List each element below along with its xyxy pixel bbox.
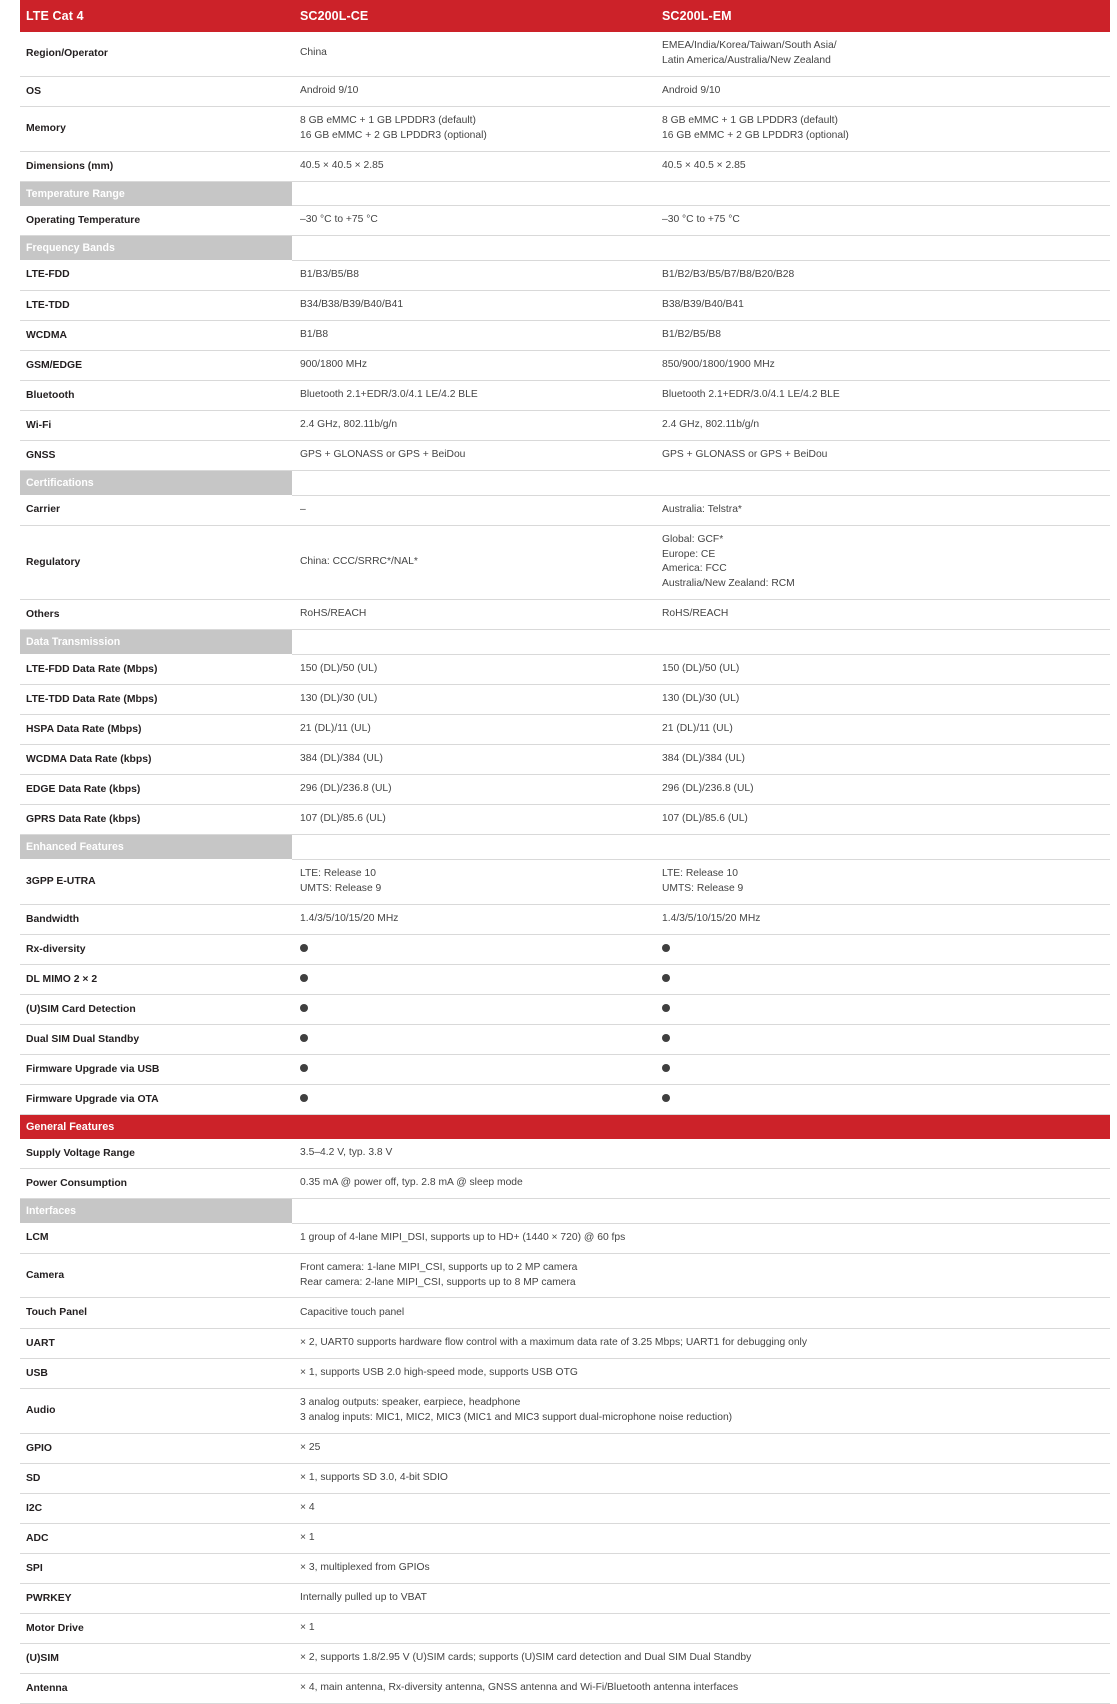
table-row bbox=[20, 714, 1110, 744]
row-value-ce: 107 (DL)/85.6 (UL) bbox=[292, 805, 654, 835]
row-value-ce: Bluetooth 2.1+EDR/3.0/4.1 LE/4.2 BLE bbox=[292, 380, 654, 410]
table-row bbox=[20, 380, 1110, 410]
row-value-em bbox=[654, 106, 1110, 151]
row-value-em: 107 (DL)/85.6 (UL) bbox=[654, 805, 1110, 835]
section-header-temperature-range bbox=[20, 181, 1110, 206]
row-label: LTE-TDD Data Rate (Mbps) bbox=[20, 684, 292, 714]
row-value bbox=[292, 1253, 1110, 1298]
row-value-ce: GPS + GLONASS or GPS + BeiDou bbox=[292, 441, 654, 471]
row-value-em bbox=[654, 934, 1110, 964]
row-label: GNSS bbox=[20, 441, 292, 471]
supported-dot-icon bbox=[662, 944, 670, 952]
table-row bbox=[20, 1433, 1110, 1463]
table-row bbox=[20, 495, 1110, 525]
row-value-em: 130 (DL)/30 (UL) bbox=[654, 684, 1110, 714]
table-row bbox=[20, 76, 1110, 106]
row-value: × 4 bbox=[292, 1493, 1110, 1523]
table-row bbox=[20, 1614, 1110, 1644]
row-label: Audio bbox=[20, 1388, 292, 1433]
table-row bbox=[20, 805, 1110, 835]
table-row bbox=[20, 964, 1110, 994]
value-line: Rear camera: 2-lane MIPI_CSI, supports up to 8 MP camera bbox=[300, 1276, 576, 1288]
row-label: Firmware Upgrade via OTA bbox=[20, 1084, 292, 1114]
row-value-em bbox=[654, 1084, 1110, 1114]
section-label: Data Transmission bbox=[20, 630, 292, 655]
row-value: 1 group of 4-lane MIPI_DSI, supports up to HD+ (1440 × 720) @ 60 fps bbox=[292, 1223, 1110, 1253]
value-line: Global: GCF* bbox=[662, 533, 724, 545]
row-value: × 1 bbox=[292, 1614, 1110, 1644]
supported-dot-icon bbox=[662, 1094, 670, 1102]
supported-dot-icon bbox=[300, 1004, 308, 1012]
table-row bbox=[20, 994, 1110, 1024]
section-label: Frequency Bands bbox=[20, 236, 292, 261]
row-value-ce bbox=[292, 1054, 654, 1084]
table-row bbox=[20, 206, 1110, 236]
row-value: × 1 bbox=[292, 1523, 1110, 1553]
row-label: WCDMA Data Rate (kbps) bbox=[20, 744, 292, 774]
supported-dot-icon bbox=[300, 1094, 308, 1102]
supported-dot-icon bbox=[662, 1064, 670, 1072]
row-label: Camera bbox=[20, 1253, 292, 1298]
table-row bbox=[20, 1583, 1110, 1613]
row-value-em: 2.4 GHz, 802.11b/g/n bbox=[654, 411, 1110, 441]
value-line: EMEA/India/Korea/Taiwan/South Asia/ bbox=[662, 40, 837, 51]
row-label: Wi-Fi bbox=[20, 411, 292, 441]
row-value-em bbox=[654, 994, 1110, 1024]
value-line: LTE: Release 10 bbox=[300, 867, 376, 879]
row-value-em: 150 (DL)/50 (UL) bbox=[654, 654, 1110, 684]
row-value-ce bbox=[292, 964, 654, 994]
row-value-ce: 1.4/3/5/10/15/20 MHz bbox=[292, 904, 654, 934]
row-label: I2C bbox=[20, 1493, 292, 1523]
table-row bbox=[20, 1358, 1110, 1388]
value-line: 16 GB eMMC + 2 GB LPDDR3 (optional) bbox=[300, 129, 487, 141]
section-filler bbox=[654, 181, 1110, 206]
row-value-em: RoHS/REACH bbox=[654, 600, 1110, 630]
row-value: 3.5–4.2 V, typ. 3.8 V bbox=[292, 1139, 1110, 1169]
section-header-data-transmission bbox=[20, 630, 1110, 655]
table-row bbox=[20, 1493, 1110, 1523]
value-line: UMTS: Release 9 bbox=[300, 882, 382, 894]
table-row bbox=[20, 859, 1110, 904]
table-row bbox=[20, 411, 1110, 441]
row-value-ce: 384 (DL)/384 (UL) bbox=[292, 744, 654, 774]
table-row bbox=[20, 1253, 1110, 1298]
row-value: × 2, UART0 supports hardware flow control with a maximum data rate of 3.25 Mbps; UART1 for debugging only bbox=[292, 1328, 1110, 1358]
supported-dot-icon bbox=[300, 944, 308, 952]
row-label: SPI bbox=[20, 1553, 292, 1583]
row-value-ce bbox=[292, 1024, 654, 1054]
row-value-em: Android 9/10 bbox=[654, 76, 1110, 106]
value-line: UMTS: Release 9 bbox=[662, 882, 744, 894]
row-value-em bbox=[654, 859, 1110, 904]
row-label: (U)SIM bbox=[20, 1644, 292, 1674]
row-value: × 4, main antenna, Rx-diversity antenna, GNSS antenna and Wi-Fi/Bluetooth antenna interfaces bbox=[292, 1674, 1110, 1704]
row-label: Power Consumption bbox=[20, 1169, 292, 1199]
row-value-em bbox=[654, 1024, 1110, 1054]
value-line: 8 GB eMMC + 1 GB LPDDR3 (default) bbox=[300, 114, 476, 126]
supported-dot-icon bbox=[662, 1034, 670, 1042]
section-filler bbox=[292, 236, 654, 261]
row-label: UART bbox=[20, 1328, 292, 1358]
table-row bbox=[20, 1024, 1110, 1054]
table-row bbox=[20, 32, 1110, 76]
row-label: DL MIMO 2 × 2 bbox=[20, 964, 292, 994]
row-value-ce: Android 9/10 bbox=[292, 76, 654, 106]
section-header-general-features bbox=[20, 1115, 1110, 1140]
row-value-em: Bluetooth 2.1+EDR/3.0/4.1 LE/4.2 BLE bbox=[654, 380, 1110, 410]
row-value: × 1, supports SD 3.0, 4-bit SDIO bbox=[292, 1463, 1110, 1493]
row-value-ce: – bbox=[292, 495, 654, 525]
table-row bbox=[20, 934, 1110, 964]
row-label: LTE-FDD Data Rate (Mbps) bbox=[20, 654, 292, 684]
section-label: Temperature Range bbox=[20, 181, 292, 206]
value-line: Europe: CE bbox=[662, 548, 716, 560]
row-value-ce: B1/B8 bbox=[292, 320, 654, 350]
row-value-em: 296 (DL)/236.8 (UL) bbox=[654, 775, 1110, 805]
row-value-ce: 296 (DL)/236.8 (UL) bbox=[292, 775, 654, 805]
row-value: × 1, supports USB 2.0 high-speed mode, supports USB OTG bbox=[292, 1358, 1110, 1388]
row-label: EDGE Data Rate (kbps) bbox=[20, 775, 292, 805]
row-value: 0.35 mA @ power off, typ. 2.8 mA @ sleep mode bbox=[292, 1169, 1110, 1199]
row-label: (U)SIM Card Detection bbox=[20, 994, 292, 1024]
row-value-ce: 2.4 GHz, 802.11b/g/n bbox=[292, 411, 654, 441]
value-line: 16 GB eMMC + 2 GB LPDDR3 (optional) bbox=[662, 129, 849, 141]
table-row bbox=[20, 1523, 1110, 1553]
section-label: Enhanced Features bbox=[20, 835, 292, 860]
row-label: Bluetooth bbox=[20, 380, 292, 410]
row-label: LTE-TDD bbox=[20, 290, 292, 320]
table-row bbox=[20, 525, 1110, 600]
section-filler bbox=[654, 471, 1110, 496]
row-label: Carrier bbox=[20, 495, 292, 525]
value-line: LTE: Release 10 bbox=[662, 867, 738, 879]
row-value: × 2, supports 1.8/2.95 V (U)SIM cards; supports (U)SIM card detection and Dual SIM Dual Standby bbox=[292, 1644, 1110, 1674]
section-filler bbox=[292, 471, 654, 496]
section-filler bbox=[654, 630, 1110, 655]
supported-dot-icon bbox=[300, 1034, 308, 1042]
table-row bbox=[20, 151, 1110, 181]
row-value-em: 384 (DL)/384 (UL) bbox=[654, 744, 1110, 774]
row-label: HSPA Data Rate (Mbps) bbox=[20, 714, 292, 744]
table-row bbox=[20, 1644, 1110, 1674]
header-model-ce: SC200L-CE bbox=[292, 0, 654, 32]
row-value-ce: 900/1800 MHz bbox=[292, 350, 654, 380]
row-value-ce: –30 °C to +75 °C bbox=[292, 206, 654, 236]
table-row bbox=[20, 1169, 1110, 1199]
section-filler bbox=[654, 835, 1110, 860]
row-value-ce: China bbox=[292, 32, 654, 76]
table-row bbox=[20, 1328, 1110, 1358]
section-header-frequency-bands bbox=[20, 236, 1110, 261]
header-category: LTE Cat 4 bbox=[20, 0, 292, 32]
supported-dot-icon bbox=[300, 974, 308, 982]
row-label: Others bbox=[20, 600, 292, 630]
row-label: LCM bbox=[20, 1223, 292, 1253]
row-label: GPRS Data Rate (kbps) bbox=[20, 805, 292, 835]
header-model-em: SC200L-EM bbox=[654, 0, 1110, 32]
row-value-ce: 21 (DL)/11 (UL) bbox=[292, 714, 654, 744]
row-label: Dimensions (mm) bbox=[20, 151, 292, 181]
row-label: Touch Panel bbox=[20, 1298, 292, 1328]
row-label: LTE-FDD bbox=[20, 260, 292, 290]
value-line: Latin America/Australia/New Zealand bbox=[662, 54, 831, 66]
row-value-ce: RoHS/REACH bbox=[292, 600, 654, 630]
row-label: Bandwidth bbox=[20, 904, 292, 934]
row-value-ce: B1/B3/B5/B8 bbox=[292, 260, 654, 290]
row-label: Dual SIM Dual Standby bbox=[20, 1024, 292, 1054]
row-value-ce: 150 (DL)/50 (UL) bbox=[292, 654, 654, 684]
row-label: USB bbox=[20, 1358, 292, 1388]
section-filler bbox=[292, 630, 654, 655]
section-filler bbox=[292, 181, 654, 206]
table-row bbox=[20, 775, 1110, 805]
row-label: WCDMA bbox=[20, 320, 292, 350]
table-row bbox=[20, 320, 1110, 350]
table-row bbox=[20, 441, 1110, 471]
row-label: Memory bbox=[20, 106, 292, 151]
row-label: Region/Operator bbox=[20, 32, 292, 76]
supported-dot-icon bbox=[300, 1064, 308, 1072]
row-value-ce: China: CCC/SRRC*/NAL* bbox=[292, 525, 654, 600]
row-label: Operating Temperature bbox=[20, 206, 292, 236]
table-row bbox=[20, 1298, 1110, 1328]
section-label: Certifications bbox=[20, 471, 292, 496]
row-label: Firmware Upgrade via USB bbox=[20, 1054, 292, 1084]
table-row bbox=[20, 290, 1110, 320]
row-value-em: B1/B2/B5/B8 bbox=[654, 320, 1110, 350]
table-row bbox=[20, 350, 1110, 380]
row-value: Capacitive touch panel bbox=[292, 1298, 1110, 1328]
table-row bbox=[20, 260, 1110, 290]
table-row bbox=[20, 1223, 1110, 1253]
section-header-interfaces bbox=[20, 1199, 1110, 1224]
row-label: SD bbox=[20, 1463, 292, 1493]
row-label: Antenna bbox=[20, 1674, 292, 1704]
table-row bbox=[20, 744, 1110, 774]
row-value-em bbox=[654, 32, 1110, 76]
row-label: Rx-diversity bbox=[20, 934, 292, 964]
row-value-ce bbox=[292, 934, 654, 964]
section-filler bbox=[292, 1199, 1110, 1224]
value-line: 8 GB eMMC + 1 GB LPDDR3 (default) bbox=[662, 114, 838, 126]
section-header-enhanced-features bbox=[20, 835, 1110, 860]
row-label: ADC bbox=[20, 1523, 292, 1553]
row-value: × 3, multiplexed from GPIOs bbox=[292, 1553, 1110, 1583]
row-label: Supply Voltage Range bbox=[20, 1139, 292, 1169]
row-value-ce bbox=[292, 106, 654, 151]
row-value-ce: 40.5 × 40.5 × 2.85 bbox=[292, 151, 654, 181]
table-row bbox=[20, 684, 1110, 714]
section-header-certifications bbox=[20, 471, 1110, 496]
section-filler bbox=[654, 236, 1110, 261]
row-label: 3GPP E-UTRA bbox=[20, 859, 292, 904]
row-value-em: GPS + GLONASS or GPS + BeiDou bbox=[654, 441, 1110, 471]
section-filler bbox=[292, 835, 654, 860]
value-line: Front camera: 1-lane MIPI_CSI, supports up to 2 MP camera bbox=[300, 1261, 578, 1273]
row-value bbox=[292, 1388, 1110, 1433]
table-row bbox=[20, 1674, 1110, 1704]
section-label: Interfaces bbox=[20, 1199, 292, 1224]
table-row bbox=[20, 600, 1110, 630]
value-line: 3 analog inputs: MIC1, MIC2, MIC3 (MIC1 and MIC3 support dual-microphone noise reduction) bbox=[300, 1411, 733, 1423]
row-label: Regulatory bbox=[20, 525, 292, 600]
row-value-ce bbox=[292, 859, 654, 904]
table-row bbox=[20, 1054, 1110, 1084]
row-value-em: B1/B2/B3/B5/B7/B8/B20/B28 bbox=[654, 260, 1110, 290]
row-value-em: 1.4/3/5/10/15/20 MHz bbox=[654, 904, 1110, 934]
row-label: GSM/EDGE bbox=[20, 350, 292, 380]
row-value-em: 850/900/1800/1900 MHz bbox=[654, 350, 1110, 380]
row-value-em: 21 (DL)/11 (UL) bbox=[654, 714, 1110, 744]
row-value-ce bbox=[292, 994, 654, 1024]
row-value: × 25 bbox=[292, 1433, 1110, 1463]
row-label: PWRKEY bbox=[20, 1583, 292, 1613]
table-row bbox=[20, 1139, 1110, 1169]
table-row bbox=[20, 654, 1110, 684]
table-row bbox=[20, 1084, 1110, 1114]
row-value-em: –30 °C to +75 °C bbox=[654, 206, 1110, 236]
row-value-ce bbox=[292, 1084, 654, 1114]
row-label: GPIO bbox=[20, 1433, 292, 1463]
row-value-ce: B34/B38/B39/B40/B41 bbox=[292, 290, 654, 320]
table-row bbox=[20, 1388, 1110, 1433]
row-value-em bbox=[654, 525, 1110, 600]
row-value-em: B38/B39/B40/B41 bbox=[654, 290, 1110, 320]
row-value-em: 40.5 × 40.5 × 2.85 bbox=[654, 151, 1110, 181]
supported-dot-icon bbox=[662, 1004, 670, 1012]
table-row bbox=[20, 106, 1110, 151]
row-value-ce: 130 (DL)/30 (UL) bbox=[292, 684, 654, 714]
specification-table bbox=[20, 0, 1110, 1704]
row-value-em bbox=[654, 964, 1110, 994]
table-header-row bbox=[20, 0, 1110, 32]
row-label: Motor Drive bbox=[20, 1614, 292, 1644]
value-line: Australia/New Zealand: RCM bbox=[662, 578, 795, 590]
table-row bbox=[20, 904, 1110, 934]
row-label: OS bbox=[20, 76, 292, 106]
section-label: General Features bbox=[20, 1115, 1110, 1140]
value-line: America: FCC bbox=[662, 563, 727, 575]
table-row bbox=[20, 1463, 1110, 1493]
row-value: Internally pulled up to VBAT bbox=[292, 1583, 1110, 1613]
table-row bbox=[20, 1553, 1110, 1583]
value-line: 3 analog outputs: speaker, earpiece, headphone bbox=[300, 1396, 521, 1408]
row-value-em bbox=[654, 1054, 1110, 1084]
supported-dot-icon bbox=[662, 974, 670, 982]
row-value-em: Australia: Telstra* bbox=[654, 495, 1110, 525]
